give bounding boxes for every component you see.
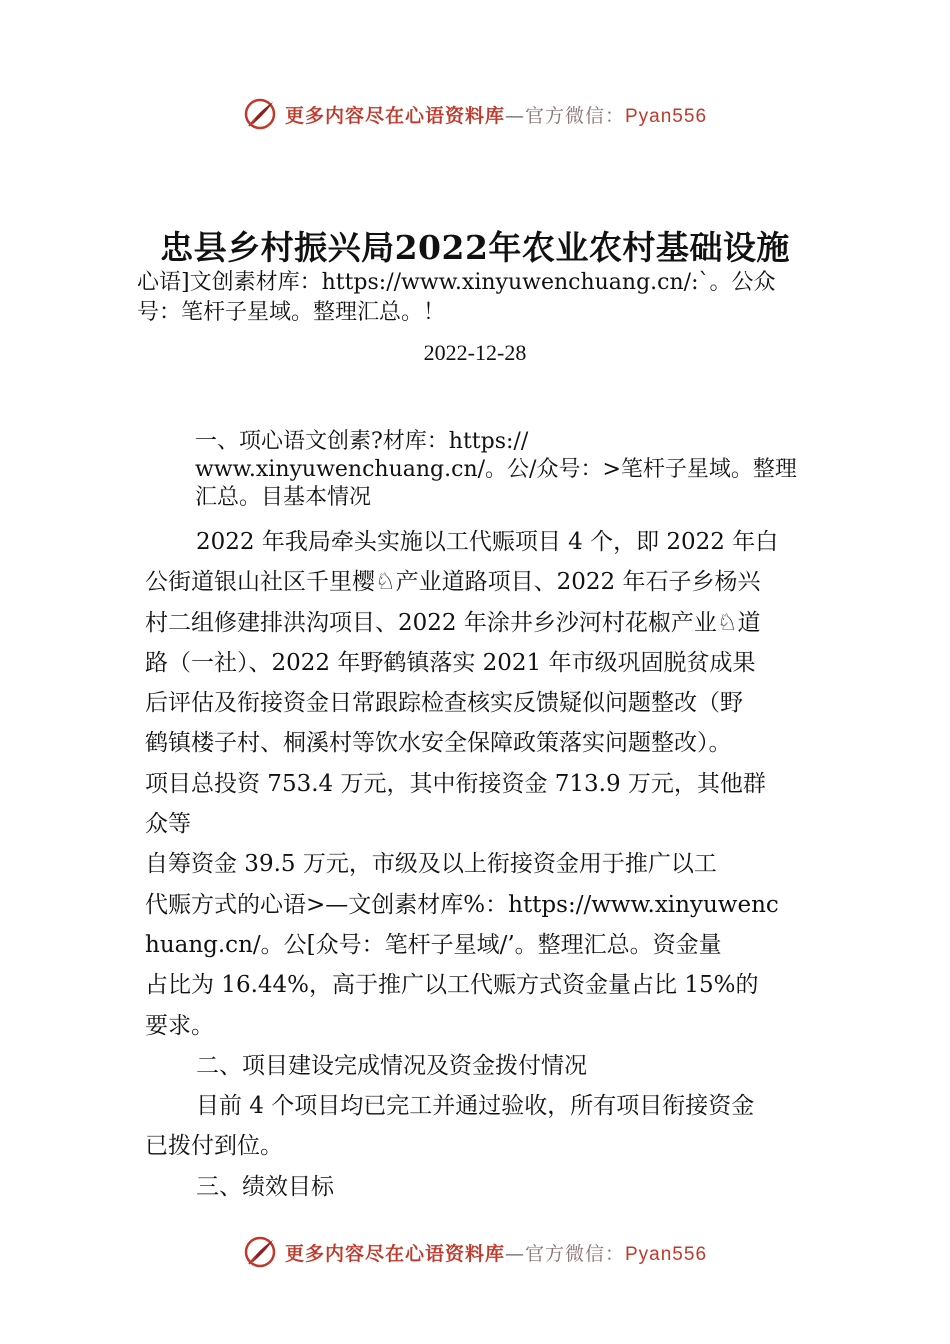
quill-logo-icon xyxy=(243,1235,277,1269)
body-line: 项目总投资 753.4 万元，其中衔接资金 713.9 万元，其他群 xyxy=(145,770,766,797)
body-line: huang.cn/。公[众号：笔杆子星域/’。整理汇总。资金量 xyxy=(145,931,722,958)
body-line: 公街道银山社区千里樱♘产业道路项目、2022 年石子乡杨兴 xyxy=(145,569,761,596)
watermark-dash: — xyxy=(504,1242,525,1265)
body-line: 2022 年我局牵头实施以工代赈项目 4 个，即 2022 年白 xyxy=(196,529,779,555)
watermark-wechat-id: Pyan556 xyxy=(625,105,708,127)
body-line: 众等 xyxy=(145,811,191,838)
watermark-site-name: 更多内容尽在心语资料库 xyxy=(284,1242,505,1265)
body-line: 要求。 xyxy=(145,1012,214,1039)
document-title: 忠县乡村振兴局2022年农业农村基础设施 xyxy=(160,228,790,267)
body-line: 村二组修建排洪沟项目、2022 年涂井乡沙河村花椒产业♘道 xyxy=(145,609,761,636)
watermark-banner-bottom xyxy=(0,1232,950,1272)
body-line: 三、绩效目标 xyxy=(196,1173,334,1200)
watermark-banner-top xyxy=(0,94,950,134)
body-line: 目前 4 个项目均已完工并通过验收，所有项目衔接资金 xyxy=(196,1093,755,1120)
document-subtitle xyxy=(137,268,842,328)
document-date: 2022-12-28 xyxy=(423,340,527,365)
watermark-dash: — xyxy=(504,104,525,127)
heading-line: 一、项心语文创素?材库：https:// xyxy=(195,429,529,454)
quill-logo-icon xyxy=(243,97,277,131)
watermark-text xyxy=(285,101,707,128)
body-line: 自筹资金 39.5 万元，市级及以上衔接资金用于推广以工 xyxy=(145,851,717,878)
subtitle-line: 心语]文创素材库：https://www.xinyuwenchuang.cn/:`。公众 xyxy=(137,270,776,295)
watermark-wechat-id: Pyan556 xyxy=(625,1243,708,1265)
body-line: 鹤镇楼子村、桐溪村等饮水安全保障政策落实问题整改）。 xyxy=(145,730,732,757)
body-line: 路（一社）、2022 年野鹤镇落实 2021 年市级巩固脱贫成果 xyxy=(145,649,756,676)
body-line: 占比为 16.44%，高于推广以工代赈方式资金量占比 15%的 xyxy=(145,972,759,999)
body-line: 已拨付到位。 xyxy=(145,1133,283,1160)
document-body xyxy=(145,522,815,1207)
subtitle-line: 号：笔杆子星域。整理汇总。！ xyxy=(137,300,446,325)
heading-line: www.xinyuwenchuang.cn/。公/众号：>笔杆子星域。整理 xyxy=(195,457,797,482)
watermark-site-name: 更多内容尽在心语资料库 xyxy=(284,104,505,127)
body-line: 二、项目建设完成情况及资金拨付情况 xyxy=(196,1052,587,1079)
heading-line: 汇总。目基本情况 xyxy=(195,485,372,510)
body-line: 代赈方式的心语>—文创素材库%：https://www.xinyuwenc xyxy=(145,891,779,918)
section-one-heading xyxy=(195,428,845,512)
body-line: 后评估及衔接资金日常跟踪检查核实反馈疑似问题整改（野 xyxy=(145,690,743,717)
watermark-text xyxy=(285,1239,707,1266)
watermark-wechat-label: 官方微信： xyxy=(524,104,625,127)
watermark-wechat-label: 官方微信： xyxy=(524,1242,625,1265)
